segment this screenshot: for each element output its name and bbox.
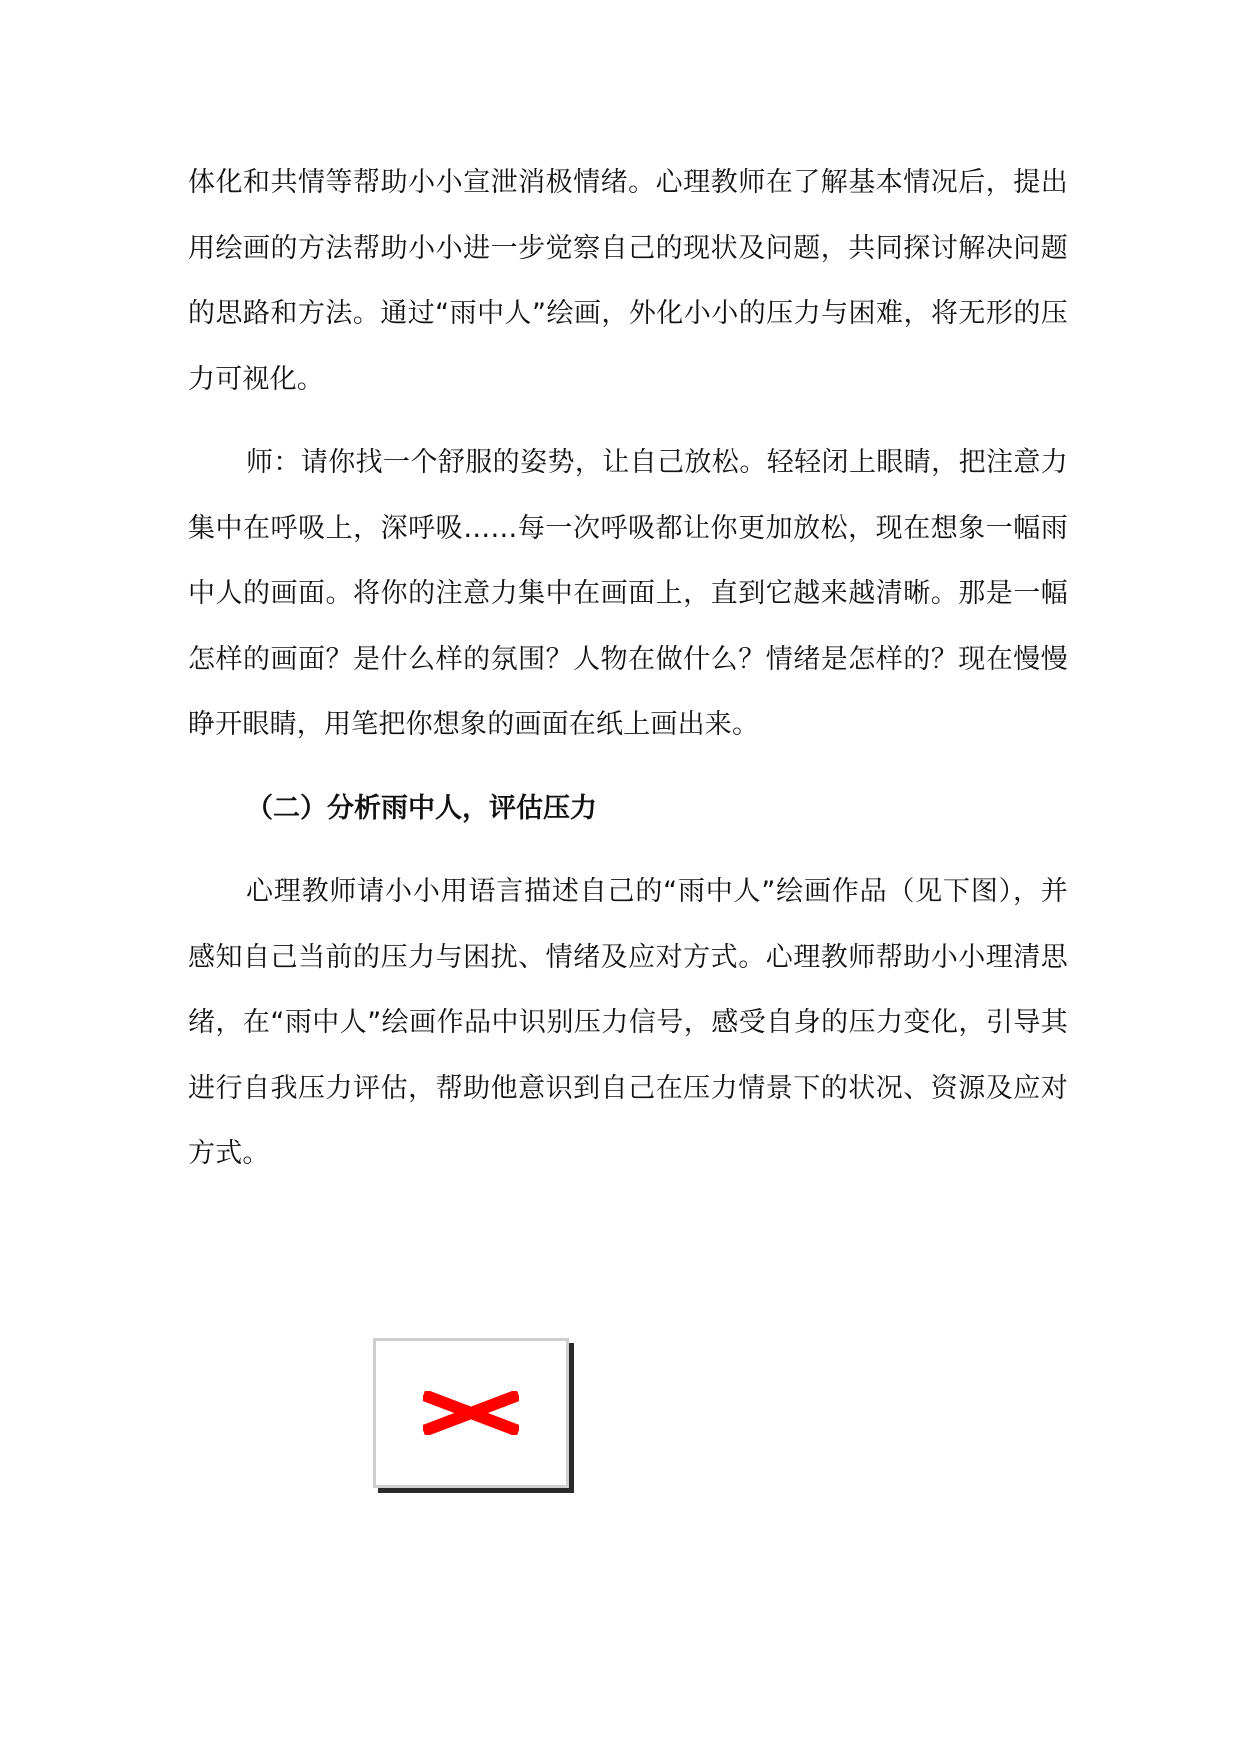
- paragraph-analysis: 心理教师请小小用语言描述自己的“雨中人”绘画作品（见下图），并感知自己当前的压力与困扰、情绪及应对方式。心理教师帮助小小理清思绪，在“雨中人”绘画作品中识别压力信号，感受自身的压力变化，引导其进行自我压力评估，帮助他意识到自己在压力情景下的状况、资源及应对方式。: [188, 876, 1068, 1169]
- red-x-icon: [423, 1391, 519, 1435]
- paragraph-teacher-instruction: 师：请你找一个舒服的姿势，让自己放松。轻轻闭上眼睛，把注意力集中在呼吸上，深呼吸……每一次呼吸都让你更加放松，现在想象一幅雨中人的画面。将你的注意力集中在画面上，直到它越来越清晰。那是一幅怎样的画面？是什么样的氛围？人物在做什么？情绪是怎样的？现在慢慢睁开眼睛，用笔把你想象的画面在纸上画出来。: [188, 447, 1068, 740]
- broken-image-icon: [373, 1338, 569, 1488]
- section-heading: （二）分析雨中人，评估压力: [246, 792, 597, 824]
- document-body: [188, 150, 1068, 1205]
- paragraph-intro: 体化和共情等帮助小小宣泄消极情绪。心理教师在了解基本情况后，提出用绘画的方法帮助小小进一步觉察自己的现状及问题，共同探讨解决问题的思路和方法。通过“雨中人”绘画，外化小小的压力与困难，将无形的压力可视化。: [188, 167, 1068, 395]
